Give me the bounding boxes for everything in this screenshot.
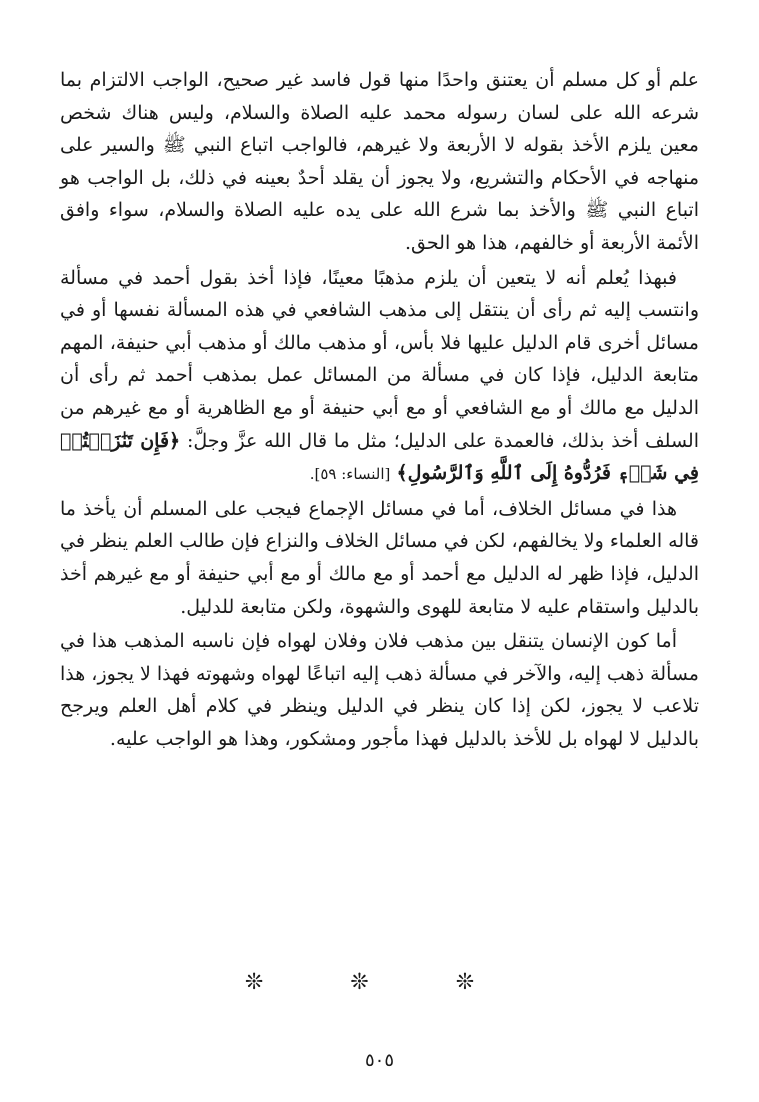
paragraph-3-text: هذا في مسائل الخلاف، أما في مسائل الإجماع فيجب على المسلم أن يأخذ ما قاله العلماء ولا يخالفهم، لكن في مسائل الخلاف والنزاع فإن طالب العلم ينظر في الدليل، فإذا ظهر له الدليل مع أحمد أو مع مالك أو مع أبي حنيفة أو مع غيرهم أخذ بالدليل واستقام عليه لا متابعة للهوى والشهوة، ولكن متابعة للدليل. bbox=[60, 497, 699, 618]
paragraph-4-text: أما كون الإنسان يتنقل بين مذهب فلان وفلان لهواه فإن ناسبه المذهب هذا في مسألة ذهب إليه، والآخر في مسألة ذهب إليه اتباعًا لهواه وشهوته فهذا لا يجوز، هذا تلاعب لا يجوز، لكن إذا كان ينظر في الدليل وينظر في كلام أهل العلم ويرجح بالدليل لا لهواه بل للأخذ بالدليل فهذا مأجور ومشكور، وهذا هو الواجب عليه. bbox=[60, 630, 699, 750]
paragraph-2 bbox=[60, 262, 699, 491]
paragraph-3 bbox=[60, 493, 699, 623]
paragraph-4 bbox=[60, 625, 699, 755]
paragraph-1 bbox=[60, 64, 699, 260]
paragraph-2-text: فبهذا يُعلم أنه لا يتعين أن يلزم مذهبًا معينًا، فإذا أخذ بقول أحمد في مسألة وانتسب إليه ثم رأى أن ينتقل إلى مذهب الشافعي في هذه المسألة نفسها أو في مسائل أخرى قام الدليل عليها فلا بأس، أو مذهب مالك أو مذهب أبي حنيفة، المهم متابعة الدليل، فإذا كان في مسألة من المسائل عمل بمذهب أحمد ثم رأى أن الدليل مع مالك أو مع الشافعي أو مع أبي حنيفة أو مع الظاهرية أو مع غيرهم من السلف أخذ بذلك، فالعمدة على الدليل؛ مثل ما قال الله عزَّ وجلَّ: bbox=[60, 266, 699, 452]
quran-verse: ﴿فَإِن تَنَٰزَعۡتُمۡ فِي شَيۡءٖ فَرُدُّوهُ إِلَى ٱللَّهِ وَٱلرَّسُولِ﴾ bbox=[60, 429, 699, 485]
paragraph-1-text: علم أو كل مسلم أن يعتنق واحدًا منها قول فاسد غير صحيح، الواجب الالتزام بما شرعه الله على لسان رسوله محمد عليه الصلاة والسلام، وليس هناك شخص معين يلزم الأخذ بقوله لا الأربعة ولا غيرهم، فالواجب اتباع النبي ﷺ والسير على منهاجه في الأحكام والتشريع، ولا يجوز أن يقلد أحدٌ بعينه في ذلك، بل الواجب هو اتباع النبي ﷺ والأخذ بما شرع الله على يده عليه الصلاة والسلام، سواء وافق الأئمة الأربعة أو خالفهم، هذا هو الحق. bbox=[60, 69, 699, 254]
page-body bbox=[60, 64, 699, 755]
page-number: ٥٠٥ bbox=[364, 1050, 394, 1071]
verse-reference: [النساء: ٥٩]. bbox=[309, 465, 391, 484]
section-separator: ❊ ❊ ❊ bbox=[244, 970, 515, 995]
